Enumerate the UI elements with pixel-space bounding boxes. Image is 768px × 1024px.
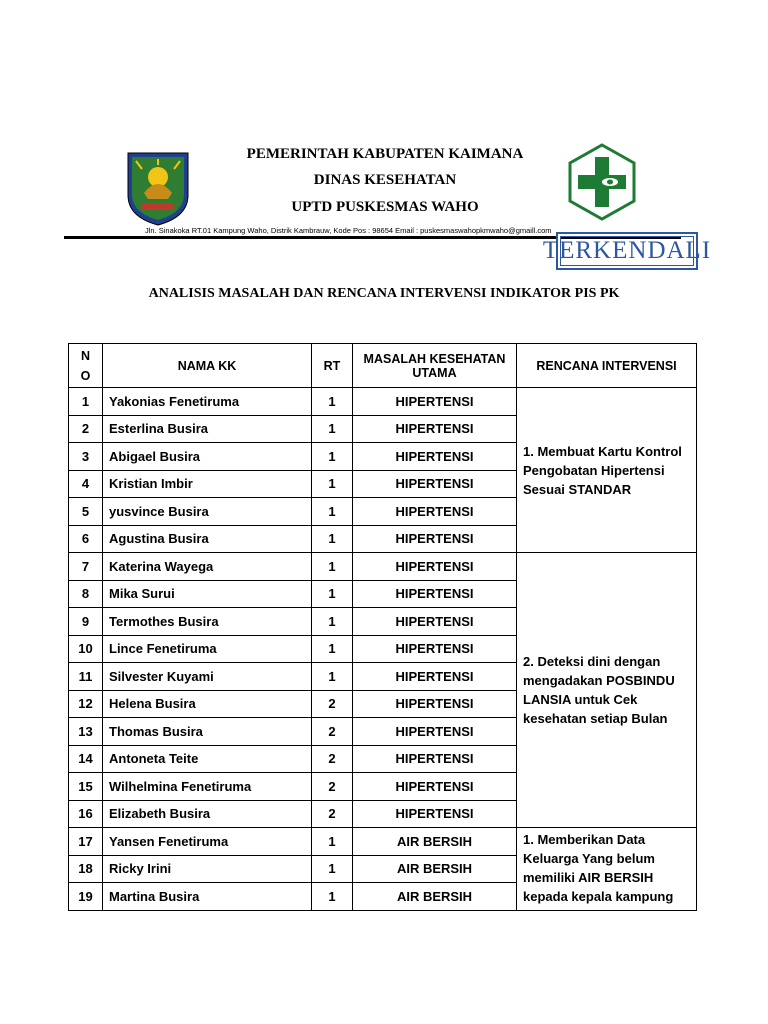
cell-rt: 1 bbox=[312, 388, 353, 416]
cell-no: 19 bbox=[69, 883, 103, 911]
cell-nama: Mika Surui bbox=[103, 580, 312, 608]
cell-rt: 1 bbox=[312, 663, 353, 691]
cell-no: 16 bbox=[69, 800, 103, 828]
cell-masalah: HIPERTENSI bbox=[353, 663, 517, 691]
terkendali-stamp: TERKENDALI bbox=[556, 232, 698, 270]
cell-masalah: HIPERTENSI bbox=[353, 635, 517, 663]
cell-masalah: HIPERTENSI bbox=[353, 470, 517, 498]
cell-masalah: HIPERTENSI bbox=[353, 553, 517, 581]
cell-rt: 1 bbox=[312, 415, 353, 443]
cell-nama: Martina Busira bbox=[103, 883, 312, 911]
cell-rt: 1 bbox=[312, 883, 353, 911]
cell-no: 10 bbox=[69, 635, 103, 663]
cell-rt: 1 bbox=[312, 580, 353, 608]
cell-masalah: HIPERTENSI bbox=[353, 690, 517, 718]
puskesmas-logo bbox=[568, 143, 636, 223]
header-address: Jln. Sinakoka RT.01 Kampung Waho, Distrik Kambrauw, Kode Pos : 98654 Email : puskesmaswahopkmwaho@gmaill.com bbox=[145, 226, 552, 235]
cell-rt: 1 bbox=[312, 443, 353, 471]
cell-nama: Abigael Busira bbox=[103, 443, 312, 471]
cell-nama: Katerina Wayega bbox=[103, 553, 312, 581]
cell-rt: 1 bbox=[312, 525, 353, 553]
intervention-table bbox=[68, 343, 697, 911]
cell-nama: Agustina Busira bbox=[103, 525, 312, 553]
cell-no: 2 bbox=[69, 415, 103, 443]
cell-no: 15 bbox=[69, 773, 103, 801]
kaimana-emblem-logo bbox=[124, 147, 192, 227]
cell-no: 18 bbox=[69, 855, 103, 883]
header-masalah: MASALAH KESEHATAN UTAMA bbox=[353, 344, 517, 388]
cell-rt: 2 bbox=[312, 690, 353, 718]
cell-masalah: AIR BERSIH bbox=[353, 883, 517, 911]
cell-no: 7 bbox=[69, 553, 103, 581]
cell-rt: 2 bbox=[312, 745, 353, 773]
header-no: N O bbox=[69, 344, 103, 388]
cell-nama: Esterlina Busira bbox=[103, 415, 312, 443]
cell-rt: 1 bbox=[312, 498, 353, 526]
cell-no: 6 bbox=[69, 525, 103, 553]
cell-rt: 2 bbox=[312, 718, 353, 746]
cell-rt: 1 bbox=[312, 635, 353, 663]
cell-nama: Antoneta Teite bbox=[103, 745, 312, 773]
cell-nama: Elizabeth Busira bbox=[103, 800, 312, 828]
cell-masalah: HIPERTENSI bbox=[353, 498, 517, 526]
cell-nama: Wilhelmina Fenetiruma bbox=[103, 773, 312, 801]
cell-no: 5 bbox=[69, 498, 103, 526]
cell-no: 12 bbox=[69, 690, 103, 718]
cell-no: 8 bbox=[69, 580, 103, 608]
cell-rt: 1 bbox=[312, 828, 353, 856]
document-title: ANALISIS MASALAH DAN RENCANA INTERVENSI INDIKATOR PIS PK bbox=[148, 286, 620, 301]
header-nama-kk: NAMA KK bbox=[103, 344, 312, 388]
cell-nama: Kristian Imbir bbox=[103, 470, 312, 498]
cell-nama: Yansen Fenetiruma bbox=[103, 828, 312, 856]
cell-masalah: HIPERTENSI bbox=[353, 525, 517, 553]
table-row bbox=[69, 388, 697, 416]
header-rt: RT bbox=[312, 344, 353, 388]
cell-rt: 1 bbox=[312, 855, 353, 883]
header-rencana: RENCANA INTERVENSI bbox=[517, 344, 697, 388]
cell-no: 9 bbox=[69, 608, 103, 636]
cell-nama: Thomas Busira bbox=[103, 718, 312, 746]
cell-rt: 1 bbox=[312, 470, 353, 498]
table-row bbox=[69, 828, 697, 856]
cell-nama: Yakonias Fenetiruma bbox=[103, 388, 312, 416]
table-row bbox=[69, 553, 697, 581]
cell-masalah: AIR BERSIH bbox=[353, 828, 517, 856]
cell-no: 13 bbox=[69, 718, 103, 746]
cell-masalah: HIPERTENSI bbox=[353, 745, 517, 773]
cell-no: 17 bbox=[69, 828, 103, 856]
cell-masalah: HIPERTENSI bbox=[353, 800, 517, 828]
cell-nama: Helena Busira bbox=[103, 690, 312, 718]
cell-masalah: HIPERTENSI bbox=[353, 580, 517, 608]
cell-nama: Lince Fenetiruma bbox=[103, 635, 312, 663]
cell-no: 4 bbox=[69, 470, 103, 498]
header-department-name: DINAS KESEHATAN bbox=[313, 172, 457, 188]
cell-rt: 2 bbox=[312, 773, 353, 801]
cell-masalah: HIPERTENSI bbox=[353, 773, 517, 801]
cell-nama: Ricky Irini bbox=[103, 855, 312, 883]
cell-nama: yusvince Busira bbox=[103, 498, 312, 526]
header-unit-name: UPTD PUSKESMAS WAHO bbox=[291, 199, 479, 215]
cell-masalah: AIR BERSIH bbox=[353, 855, 517, 883]
cell-rt: 1 bbox=[312, 553, 353, 581]
table-header-row bbox=[69, 344, 697, 388]
cell-rencana-1: 1. Membuat Kartu Kontrol Pengobatan Hipertensi Sesuai STANDAR bbox=[517, 388, 697, 553]
cell-masalah: HIPERTENSI bbox=[353, 608, 517, 636]
cell-rencana-3: 1. Memberikan Data Keluarga Yang belum memiliki AIR BERSIH kepada kepala kampung bbox=[517, 828, 697, 911]
cell-rt: 2 bbox=[312, 800, 353, 828]
cell-rencana-2: 2. Deteksi dini dengan mengadakan POSBINDU LANSIA untuk Cek kesehatan setiap Bulan bbox=[517, 553, 697, 828]
cell-no: 14 bbox=[69, 745, 103, 773]
cell-no: 3 bbox=[69, 443, 103, 471]
header-government-name: PEMERINTAH KABUPATEN KAIMANA bbox=[246, 146, 524, 162]
cell-masalah: HIPERTENSI bbox=[353, 388, 517, 416]
cell-masalah: HIPERTENSI bbox=[353, 415, 517, 443]
cell-masalah: HIPERTENSI bbox=[353, 718, 517, 746]
cell-rt: 1 bbox=[312, 608, 353, 636]
cell-nama: Termothes Busira bbox=[103, 608, 312, 636]
cell-masalah: HIPERTENSI bbox=[353, 443, 517, 471]
cell-no: 11 bbox=[69, 663, 103, 691]
cell-nama: Silvester Kuyami bbox=[103, 663, 312, 691]
cell-no: 1 bbox=[69, 388, 103, 416]
